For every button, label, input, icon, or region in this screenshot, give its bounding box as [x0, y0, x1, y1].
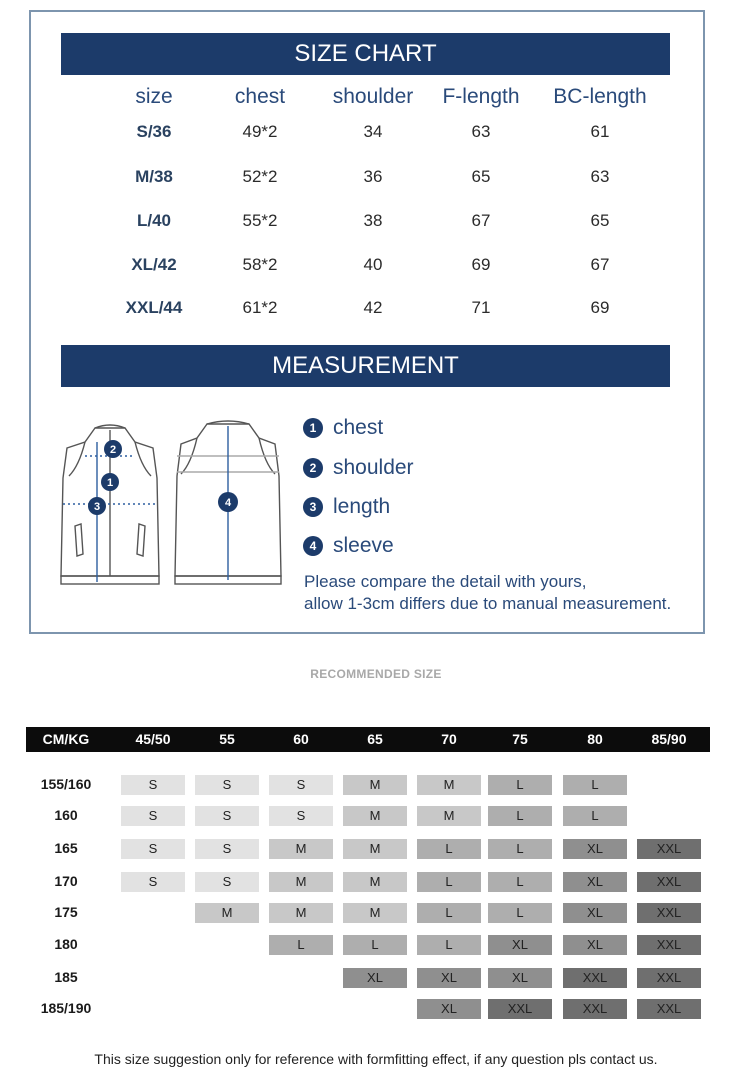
- measurement-title: MEASUREMENT: [61, 345, 670, 387]
- size-chart-cell: 34: [363, 122, 383, 141]
- size-recommendation-cell: XL: [563, 935, 627, 955]
- size-chart-title: SIZE CHART: [61, 33, 670, 75]
- weight-column-header: 70: [441, 731, 457, 747]
- height-row-label: 165: [54, 840, 78, 856]
- size-chart-header: size: [135, 85, 173, 108]
- size-recommendation-cell: L: [488, 872, 552, 892]
- size-chart-size-label: XL/42: [131, 255, 177, 274]
- size-recommendation-cell: S: [195, 839, 259, 859]
- size-recommendation-cell: M: [343, 839, 407, 859]
- size-chart-cell: 65: [590, 211, 610, 230]
- svg-text:4: 4: [224, 497, 232, 509]
- size-recommendation-cell: L: [417, 872, 481, 892]
- size-chart-cell: 36: [363, 167, 383, 186]
- weight-column-header: 80: [587, 731, 603, 747]
- size-chart-cell: 61*2: [242, 298, 278, 317]
- size-chart-header: BC-length: [553, 85, 647, 108]
- size-recommendation-cell: L: [488, 806, 552, 826]
- size-chart-cell: 69: [590, 298, 610, 317]
- size-chart-size-label: L/40: [136, 211, 172, 230]
- size-recommendation-cell: XXL: [563, 999, 627, 1019]
- size-recommendation-cell: XL: [563, 872, 627, 892]
- height-row-label: 185: [54, 969, 78, 985]
- size-recommendation-cell: L: [417, 935, 481, 955]
- size-chart-cell: 71: [471, 298, 491, 317]
- height-row-label: 160: [54, 807, 78, 823]
- legend-item: [303, 416, 383, 440]
- size-chart-cell: 63: [590, 167, 610, 186]
- legend-item: [303, 456, 414, 480]
- size-recommendation-cell: M: [343, 903, 407, 923]
- size-recommendation-cell: XL: [417, 968, 481, 988]
- size-recommendation-cell: L: [488, 903, 552, 923]
- size-chart-header: chest: [234, 85, 286, 108]
- size-chart-cell: 67: [471, 211, 491, 230]
- size-recommendation-cell: XL: [488, 935, 552, 955]
- size-recommendation-cell: S: [121, 775, 185, 795]
- size-recommendation-cell: XL: [417, 999, 481, 1019]
- height-row-label: 170: [54, 873, 78, 889]
- size-recommendation-cell: XXL: [637, 839, 701, 859]
- size-recommendation-cell: XXL: [637, 968, 701, 988]
- height-row-label: 180: [54, 936, 78, 952]
- size-chart-cell: 52*2: [242, 167, 278, 186]
- size-recommendation-cell: L: [417, 903, 481, 923]
- size-recommendation-cell: XXL: [637, 999, 701, 1019]
- size-recommendation-cell: L: [563, 806, 627, 826]
- note-line-2: allow 1-3cm differs due to manual measurement.: [304, 594, 672, 613]
- size-recommendation-cell: M: [269, 872, 333, 892]
- legend-number-icon: 4: [303, 536, 323, 556]
- recommended-header-bar: [26, 727, 710, 752]
- weight-column-header: 45/50: [135, 731, 171, 747]
- size-recommendation-cell: S: [121, 839, 185, 859]
- size-recommendation-cell: S: [195, 775, 259, 795]
- recommended-size-title: RECOMMENDED SIZE: [310, 667, 442, 681]
- legend-number-icon: 2: [303, 458, 323, 478]
- size-recommendation-cell: S: [195, 806, 259, 826]
- size-chart-size-label: M/38: [135, 167, 173, 186]
- weight-column-header: 85/90: [651, 731, 687, 747]
- size-chart-cell: 65: [471, 167, 491, 186]
- size-recommendation-cell: S: [195, 872, 259, 892]
- weight-column-header: 60: [293, 731, 309, 747]
- footer-note: This size suggestion only for reference with formfitting effect, if any question pls contact us.: [94, 1051, 658, 1067]
- legend-label: sleeve: [333, 534, 394, 557]
- size-chart-cell: 67: [590, 255, 610, 274]
- size-chart-header: shoulder: [332, 85, 414, 108]
- height-row-label: 185/190: [40, 1000, 92, 1016]
- vest-diagram: [55, 416, 295, 592]
- size-recommendation-cell: M: [343, 806, 407, 826]
- svg-text:2: 2: [109, 444, 117, 456]
- size-chart-cell: 42: [363, 298, 383, 317]
- height-row-label: 155/160: [40, 776, 92, 792]
- size-chart-header: F-length: [442, 85, 520, 108]
- size-recommendation-cell: M: [343, 775, 407, 795]
- size-chart-cell: 49*2: [242, 122, 278, 141]
- size-recommendation-cell: M: [269, 839, 333, 859]
- size-chart-cell: 58*2: [242, 255, 278, 274]
- weight-column-header: 75: [512, 731, 528, 747]
- svg-text:1: 1: [106, 477, 114, 489]
- size-recommendation-cell: S: [121, 872, 185, 892]
- size-chart-cell: 38: [363, 211, 383, 230]
- size-recommendation-cell: XXL: [637, 872, 701, 892]
- size-recommendation-cell: M: [195, 903, 259, 923]
- size-recommendation-cell: M: [269, 903, 333, 923]
- size-recommendation-cell: L: [269, 935, 333, 955]
- legend-label: chest: [333, 416, 384, 439]
- size-recommendation-cell: L: [488, 839, 552, 859]
- size-chart-cell: 63: [471, 122, 491, 141]
- svg-text:3: 3: [93, 501, 101, 513]
- size-chart-cell: 40: [363, 255, 383, 274]
- size-recommendation-cell: L: [563, 775, 627, 795]
- size-chart-cell: 61: [590, 122, 610, 141]
- size-recommendation-cell: XXL: [637, 903, 701, 923]
- legend-item: [303, 495, 390, 519]
- size-recommendation-cell: XL: [488, 968, 552, 988]
- size-recommendation-cell: XL: [343, 968, 407, 988]
- size-recommendation-cell: XL: [563, 839, 627, 859]
- size-recommendation-cell: XXL: [488, 999, 552, 1019]
- height-row-label: 175: [54, 904, 78, 920]
- size-recommendation-cell: L: [488, 775, 552, 795]
- size-recommendation-cell: L: [417, 839, 481, 859]
- size-recommendation-cell: L: [343, 935, 407, 955]
- legend-number-icon: 3: [303, 497, 323, 517]
- size-chart-size-label: S/36: [136, 122, 172, 141]
- size-recommendation-cell: M: [343, 872, 407, 892]
- size-recommendation-cell: S: [269, 806, 333, 826]
- size-recommendation-cell: S: [269, 775, 333, 795]
- size-recommendation-cell: S: [121, 806, 185, 826]
- legend-label: length: [333, 495, 391, 518]
- legend-label: shoulder: [333, 456, 414, 479]
- weight-column-header: 55: [219, 731, 235, 747]
- legend-number-icon: 1: [303, 418, 323, 438]
- note-line-1: Please compare the detail with yours,: [304, 572, 587, 591]
- weight-column-header: 65: [367, 731, 383, 747]
- legend-item: [303, 534, 394, 558]
- size-recommendation-cell: XXL: [637, 935, 701, 955]
- size-chart-size-label: XXL/44: [125, 298, 183, 317]
- size-recommendation-cell: M: [417, 806, 481, 826]
- size-recommendation-cell: M: [417, 775, 481, 795]
- size-recommendation-cell: XL: [563, 903, 627, 923]
- size-chart-cell: 55*2: [242, 211, 278, 230]
- size-recommendation-cell: XXL: [563, 968, 627, 988]
- size-chart-cell: 69: [471, 255, 491, 274]
- corner-label: CM/KG: [42, 731, 90, 747]
